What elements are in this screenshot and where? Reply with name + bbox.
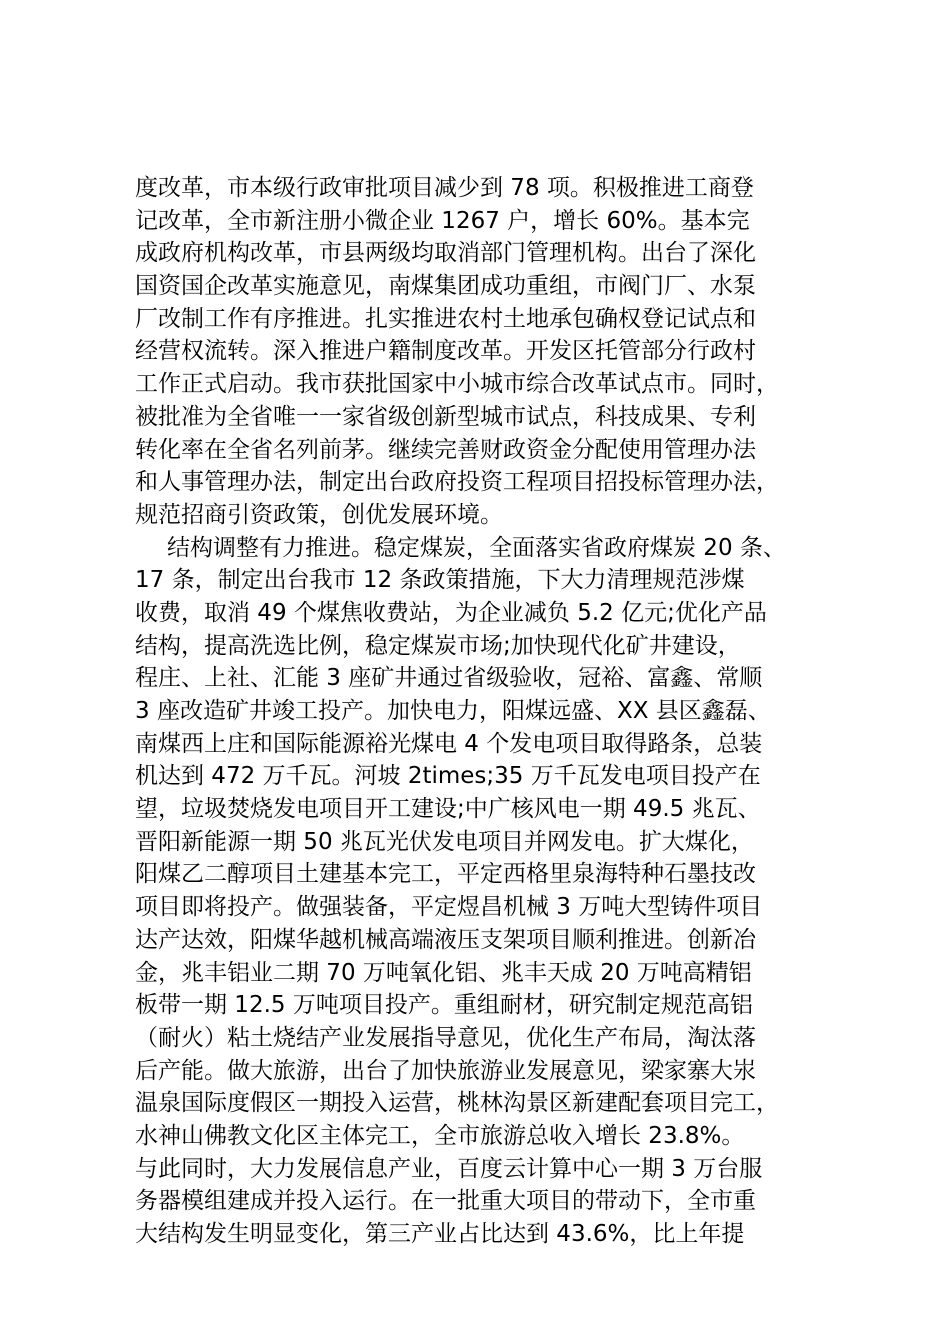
text-line: 金，兆丰铝业二期 70 万吨氧化铝、兆丰天成 20 万吨高精铝 — [135, 959, 752, 986]
text-line: 转化率在全省名列前茅。继续完善财政资金分配使用管理办法 — [135, 436, 756, 463]
text-line: 国资国企改革实施意见，南煤集团成功重组，市阀门厂、水泵 — [135, 273, 756, 300]
text-line: 后产能。做大旅游，出台了加快旅游业发展意见，梁家寨大汖 — [135, 1057, 756, 1084]
text-line: 板带一期 12.5 万吨项目投产。重组耐材，研究制定规范高铝 — [135, 992, 753, 1019]
text-line: 与此同时，大力发展信息产业，百度云计算中心一期 3 万台服 — [135, 1155, 763, 1182]
text-line: 南煤西上庄和国际能源裕光煤电 4 个发电项目取得路条，总装 — [135, 730, 763, 757]
text-line: 经营权流转。深入推进户籍制度改革。开发区托管部分行政村 — [135, 338, 756, 365]
text-line: 和人事管理办法，制定出台政府投资工程项目招投标管理办法， — [135, 469, 779, 496]
text-line: 阳煤乙二醇项目土建基本完工，平定西格里泉海特种石墨技改 — [135, 861, 756, 888]
text-line: 机达到 472 万千瓦。河坡 2times;35 万千瓦发电项目投产在 — [135, 763, 761, 790]
text-line: 望，垃圾焚烧发电项目开工建设;中广核风电一期 49.5 兆瓦、 — [135, 796, 761, 823]
text-line: 大结构发生明显变化，第三产业占比达到 43.6%，比上年提 — [135, 1221, 745, 1247]
text-line: 结构，提高洗选比例，稳定煤炭市场;加快现代化矿井建设， — [135, 632, 741, 659]
text-line: 厂改制工作有序推进。扎实推进农村土地承包确权登记试点和 — [135, 305, 756, 332]
text-line: 被批准为全省唯一一家省级创新型城市试点，科技成果、专利 — [135, 403, 756, 430]
text-line: 17 条，制定出台我市 12 条政策措施，下大力清理规范涉煤 — [135, 567, 745, 594]
text-line: 达产达效，阳煤华越机械高端液压支架项目顺利推进。创新冶 — [135, 926, 756, 953]
text-line: 务器模组建成并投入运行。在一批重大项目的带动下，全市重 — [135, 1188, 756, 1215]
text-line: 晋阳新能源一期 50 兆瓦光伏发电项目并网发电。扩大煤化， — [135, 828, 754, 855]
text-line: 工作正式启动。我市获批国家中小城市综合改革试点市。同时， — [135, 371, 779, 398]
text-line: 水神山佛教文化区主体完工，全市旅游总收入增长 23.8%。 — [135, 1122, 745, 1149]
text-line: 3 座改造矿井竣工投产。加快电力，阳煤远盛、XX 县区鑫磊、 — [135, 698, 771, 724]
paragraph-start-line: 结构调整有力推进。稳定煤炭，全面落实省政府煤炭 20 条、 — [167, 534, 786, 561]
text-line: 程庄、上社、汇能 3 座矿井通过省级验收，冠裕、富鑫、常顺 — [135, 665, 763, 692]
text-line: 成政府机构改革，市县两级均取消部门管理机构。出台了深化 — [135, 240, 756, 267]
text-line: 项目即将投产。做强装备，平定煜昌机械 3 万吨大型铸件项目 — [135, 894, 763, 921]
text-line: 度改革，市本级行政审批项目减少到 78 项。积极推进工商登 — [135, 175, 754, 201]
text-line: （耐火）粘土烧结产业发展指导意见，优化生产布局，淘汰落 — [135, 1024, 756, 1051]
text-line: 规范招商引资政策，创优发展环境。 — [135, 501, 503, 528]
body-text — [135, 172, 855, 1251]
text-line: 温泉国际度假区一期投入运营，桃林沟景区新建配套项目完工， — [135, 1090, 779, 1117]
text-line: 记改革，全市新注册小微企业 1267 户，增长 60%。基本完 — [135, 207, 750, 234]
text-line: 收费，取消 49 个煤焦收费站，为企业减负 5.2 亿元;优化产品 — [135, 599, 767, 626]
